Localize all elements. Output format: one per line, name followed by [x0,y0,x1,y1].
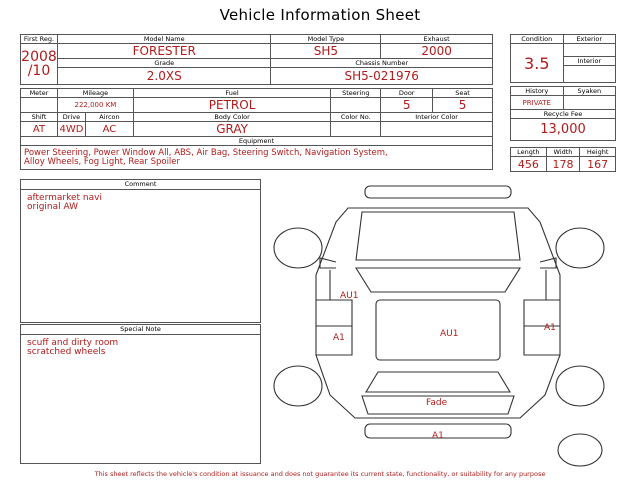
comment-line-2: original AW [27,202,79,212]
wheel-front-right-shape [556,228,604,268]
chassis-value: SH5-021976 [271,68,493,85]
exhaust-label: Exhaust [381,35,493,44]
body-color-value: GRAY [133,122,330,137]
first-reg-year: 2008 [21,49,57,65]
height-label: Height [580,148,616,157]
front-bumper-shape [365,186,511,198]
rear-window-shape [366,372,510,392]
mileage-value: 222,000 KM [57,98,133,113]
meter-label: Meter [21,89,58,98]
interior-label: Interior [563,57,615,66]
door-label: Door [381,89,433,98]
length-label: Length [511,148,547,157]
fuel-label: Fuel [133,89,330,98]
recycle-value: 13,000 [511,119,616,141]
roof-shape [376,300,500,360]
sheet-title: Vehicle Information Sheet [219,6,421,24]
length-value: 456 [511,157,547,172]
first-reg-month: /10 [27,63,51,79]
fuel-value: PETROL [133,98,330,113]
history-value: PRIVATE [511,96,564,110]
equipment-label: Equipment [21,137,493,146]
special-note-line-1: scuff and dirty room [27,338,119,348]
interior-color-label: Interior Color [381,113,493,122]
exhaust-value: 2000 [381,44,493,59]
condition-label: Condition [511,35,564,44]
model-name-value: FORESTER [57,44,271,59]
first-reg-label: First Reg. [21,35,58,44]
mark-roof: AU1 [440,329,459,339]
height-value: 167 [580,157,616,172]
equipment-line-1: Power Steering, Power Window All, ABS, Air Bag, Steering Switch, Navigation System, [24,147,388,158]
mark-bumper: A1 [432,431,444,441]
history-label: History [511,87,564,96]
width-value: 178 [546,157,580,172]
wheel-front-left-shape [274,228,322,268]
shift-value: AT [21,122,58,137]
wheel-rear-right-shape [556,366,604,406]
mileage-label: Mileage [57,89,133,98]
mark-right-front: A1 [544,323,556,333]
windshield-shape [356,268,520,292]
special-note-label: Special Note [21,325,260,335]
drive-label: Drive [57,113,85,122]
comment-label: Comment [21,180,260,190]
aircon-value: AC [85,122,133,137]
model-type-value: SH5 [271,44,381,59]
aircon-label: Aircon [85,113,133,122]
exterior-label: Exterior [563,35,615,44]
seat-label: Seat [433,89,493,98]
mark-hood: AU1 [340,291,359,301]
condition-value: 3.5 [511,44,564,83]
model-name-label: Model Name [57,35,271,44]
grade-value: 2.0XS [57,68,271,85]
door-value: 5 [381,98,433,113]
car-body-outline [316,208,560,418]
wheel-rear-left-shape [274,366,322,406]
special-note-line-2: scratched wheels [27,347,106,357]
comment-line-1: aftermarket navi [27,193,102,203]
recycle-label: Recycle Fee [511,110,616,119]
equipment-line-2: Alloy Wheels, Fog Light, Rear Spoiler [24,156,181,167]
color-no-label: Color No. [331,113,381,122]
shift-label: Shift [21,113,58,122]
grade-label: Grade [57,59,271,68]
seat-value: 5 [433,98,493,113]
chassis-label: Chassis Number [271,59,493,68]
model-type-label: Model Type [271,35,381,44]
body-color-label: Body Color [133,113,330,122]
footer-disclaimer: This sheet reflects the vehicle's condition at issuance and does not guarantee its current state, functionality, or suitability for any purpose [94,470,546,478]
steering-label: Steering [331,89,381,98]
width-label: Width [546,148,580,157]
hood-shape [356,212,520,260]
left-door-front-shape [316,300,352,355]
syaken-label: Syaken [563,87,615,96]
mark-left-front: A1 [333,333,345,343]
drive-value: 4WD [57,122,85,137]
spare-wheel-shape [558,434,602,466]
mark-rear: Fade [426,398,448,408]
